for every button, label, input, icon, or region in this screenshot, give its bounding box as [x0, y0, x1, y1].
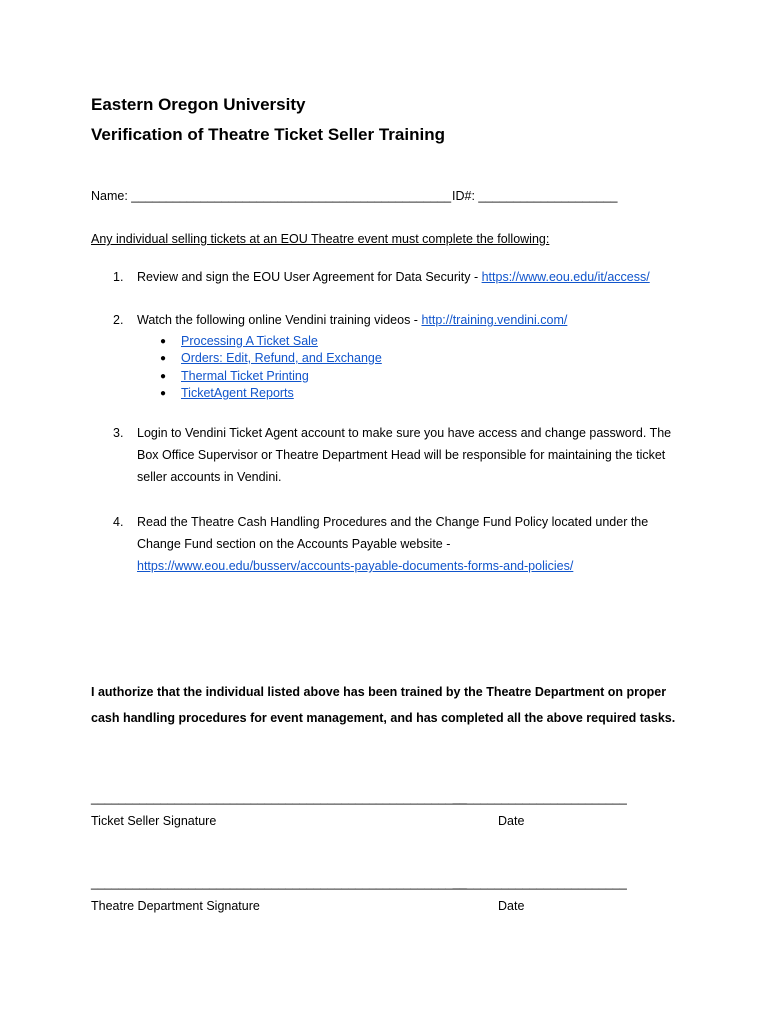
- video-link-processing-sale[interactable]: Processing A Ticket Sale: [181, 334, 318, 348]
- bullet-icon: ●: [160, 371, 167, 382]
- step-number: 2.: [113, 313, 124, 327]
- step-2: [113, 313, 567, 327]
- theatre-dept-date-line[interactable]: _________________________: [453, 876, 627, 890]
- ticket-seller-date-label: Date: [498, 814, 525, 828]
- vendini-training-link[interactable]: http://training.vendini.com/: [421, 313, 568, 327]
- step-4-number: 4.: [113, 515, 124, 529]
- step-text: Watch the following online Vendini training videos -: [137, 313, 422, 327]
- accounts-payable-link[interactable]: https://www.eou.edu/busserv/accounts-payable-documents-forms-and-policies/: [137, 559, 574, 573]
- bullet-icon: ●: [160, 336, 167, 347]
- step-3-number: 3.: [113, 426, 124, 440]
- intro-text: Any individual selling tickets at an EOU Theatre event must complete the following:: [91, 232, 550, 246]
- bullet-icon: ●: [160, 353, 167, 364]
- theatre-dept-signature-label: Theatre Department Signature: [91, 899, 260, 913]
- bullet-icon: ●: [160, 388, 167, 399]
- step-4-line-1: Read the Theatre Cash Handling Procedures and the Change Fund Policy located under the: [137, 515, 649, 529]
- video-link-orders[interactable]: Orders: Edit, Refund, and Exchange: [181, 351, 382, 365]
- video-link-ticketagent-reports[interactable]: TicketAgent Reports: [181, 386, 294, 400]
- authorization-line-1: I authorize that the individual listed above has been trained by the Theatre Department on proper: [91, 685, 667, 699]
- step-4-line-2: Change Fund section on the Accounts Payable website -: [137, 537, 451, 551]
- step-3-line-3: seller accounts in Vendini.: [137, 470, 282, 484]
- authorization-line-2: cash handling procedures for event management, and has completed all the above required tasks.: [91, 711, 676, 725]
- ticket-seller-date-line[interactable]: _________________________: [453, 791, 627, 805]
- video-link-thermal-printing[interactable]: Thermal Ticket Printing: [181, 369, 309, 383]
- ticket-seller-signature-label: Ticket Seller Signature: [91, 814, 217, 828]
- name-field[interactable]: Name: ______________________________________________: [91, 189, 452, 203]
- document-title: Verification of Theatre Ticket Seller Training: [91, 125, 445, 144]
- step-text: Review and sign the EOU User Agreement for Data Security -: [137, 270, 482, 284]
- ticket-seller-signature-line[interactable]: ______________________________________________________: [91, 791, 467, 805]
- theatre-dept-date-label: Date: [498, 899, 525, 913]
- id-field[interactable]: ID#: ____________________: [452, 189, 618, 203]
- data-security-link[interactable]: https://www.eou.edu/it/access/: [481, 270, 650, 284]
- step-number: 1.: [113, 270, 124, 284]
- step-1: [113, 270, 650, 284]
- theatre-dept-signature-line[interactable]: ______________________________________________________: [91, 876, 467, 890]
- university-heading: Eastern Oregon University: [91, 95, 306, 114]
- step-3-line-2: Box Office Supervisor or Theatre Department Head will be responsible for maintaining the ticket: [137, 448, 666, 462]
- step-3-line-1: Login to Vendini Ticket Agent account to make sure you have access and change password. The: [137, 426, 672, 440]
